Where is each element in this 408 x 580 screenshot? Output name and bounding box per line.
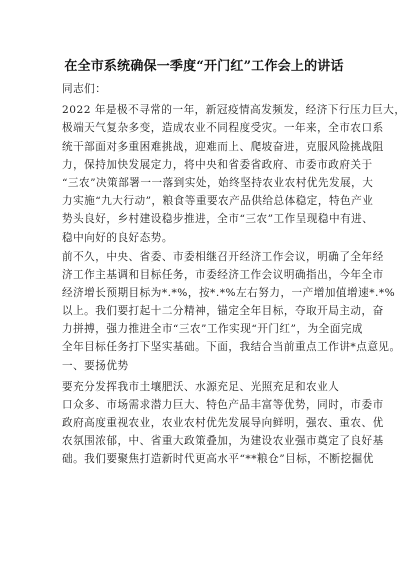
paragraph-line: 以上。我们要打起十二分精神，锚定全年目标，夺取开局主动，奋 bbox=[62, 305, 384, 317]
paragraph-line: 济工作主基调和目标任务，市委经济工作会议明确指出，今年全市 bbox=[62, 269, 384, 281]
paragraph-line: 础。我们要聚焦打造新时代更高水平“**粮仓”目标，不断挖掘优 bbox=[62, 453, 374, 465]
document-title: 在全市系统确保一季度“开门红”工作会上的讲话 bbox=[64, 59, 344, 74]
paragraph-line: 前不久，中央、省委、市委相继召开经济工作会议，明确了全年经 bbox=[62, 251, 384, 263]
paragraph-line: 要充分发挥我市土壤肥沃、水源充足、光照充足和农业人 bbox=[62, 381, 340, 393]
paragraph-line: 力，保持加快发展定力，将中央和省委省政府、市委市政府关于 bbox=[62, 159, 373, 171]
salutation: 同志们： bbox=[62, 83, 107, 95]
paragraph-line: 统干部面对多重困难挑战，迎难而上、爬坡奋进，克服风险挑战阻 bbox=[62, 141, 384, 153]
paragraph-line: 力拼搏，强力推进全市“三农”工作实现“开门红”，为全面完成 bbox=[62, 323, 364, 335]
paragraph-line: 极端天气复杂多变，造成农业不同程度受灾。一年来，全市农口系 bbox=[62, 122, 384, 134]
paragraph-line: 经济增长预期目标为*.*%，按*.*%左右努力，一产增加值增速*.*% bbox=[62, 287, 396, 299]
paragraph-line: 稳中向好的良好态势。 bbox=[62, 232, 173, 244]
paragraph-line: 全年目标任务打下坚实基础。下面，我结合当前重点工作讲*点意见。 bbox=[62, 341, 401, 353]
paragraph-line: 口众多、市场需求潜力巨大、特色产品丰富等优势，同时，市委市 bbox=[62, 399, 384, 411]
section-heading: 一、要扬优势 bbox=[62, 360, 129, 372]
paragraph-line: 农氛围浓郁，中、省重大政策叠加，为建设农业强市奠定了良好基 bbox=[62, 435, 384, 447]
paragraph-line: 势头良好，乡村建设稳步推进，全市“三农”工作呈现稳中有进、 bbox=[62, 213, 374, 225]
paragraph-line: 2022 年是极不寻常的一年，新冠疫情高发频发，经济下行压力巨大， bbox=[62, 104, 406, 116]
paragraph-line: 力实施“九大行动”，粮食等重要农产品供给总体稳定，特色产业 bbox=[62, 195, 374, 207]
paragraph-line: 政府高度重视农业，农业农村优先发展导向鲜明，强农、重农、优 bbox=[62, 417, 384, 429]
paragraph-line: “三农”决策部署一一落到实处，始终坚持农业农村优先发展，大 bbox=[62, 177, 374, 189]
